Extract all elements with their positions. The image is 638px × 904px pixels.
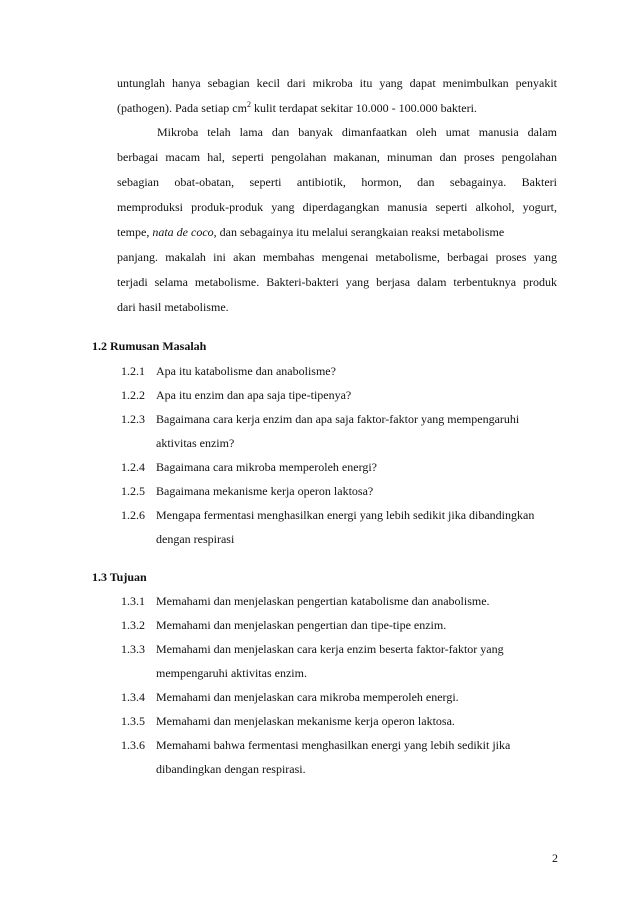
item-number: 1.3.6: [121, 738, 145, 752]
item-text: dibandingkan dengan respirasi.: [156, 762, 306, 776]
item-number: 1.2.1: [121, 364, 145, 378]
paragraph-text: , dan sebagainya itu melalui serangkaian reaksi metabolisme: [213, 225, 505, 239]
paragraph-text: tempe,: [117, 225, 153, 239]
list-item-continuation: [156, 761, 306, 777]
item-text: Memahami dan menjelaskan pengertian dan tipe-tipe enzim.: [156, 618, 447, 632]
item-number: 1.2.3: [121, 412, 145, 426]
item-number: 1.3.1: [121, 594, 145, 608]
item-text: Memahami bahwa fermentasi menghasilkan energi yang lebih sedikit jika: [156, 738, 511, 752]
page-number: 2: [552, 851, 558, 865]
paragraph-line: [117, 224, 504, 240]
paragraph-line: berbagai macam hal, seperti pengolahan makanan, minuman dan proses pengolahan: [117, 150, 557, 164]
paragraph-line: terjadi selama metabolisme. Bakteri-bakteri yang berjasa dalam terbentuknya produk: [117, 275, 557, 289]
paragraph-line: sebagian obat-obatan, seperti antibiotik, hormon, dan sebagainya. Bakteri: [117, 175, 557, 189]
item-number: 1.3.3: [121, 642, 145, 656]
section-heading: 1.3 Tujuan: [92, 570, 147, 584]
item-number: 1.2.6: [121, 508, 145, 522]
section-heading: 1.2 Rumusan Masalah: [92, 339, 207, 353]
item-text: aktivitas enzim?: [156, 436, 235, 450]
item-text: Bagaimana cara mikroba memperoleh energi?: [156, 460, 378, 474]
paragraph-line: panjang. makalah ini akan membahas mengenai metabolisme, berbagai proses yang: [117, 250, 557, 264]
item-text: Apa itu enzim dan apa saja tipe-tipenya?: [156, 388, 352, 402]
list-item-continuation: [156, 665, 307, 681]
list-item: [121, 387, 351, 403]
list-item: [121, 737, 510, 753]
list-item: [121, 689, 459, 705]
item-number: 1.3.2: [121, 618, 145, 632]
list-item: [121, 483, 373, 499]
item-text: Memahami dan menjelaskan cara mikroba memperoleh energi.: [156, 690, 459, 704]
item-text: Mengapa fermentasi menghasilkan energi yang lebih sedikit jika dibandingkan: [156, 508, 535, 522]
list-item: [121, 713, 455, 729]
list-item: [121, 411, 519, 427]
list-item-continuation: [156, 435, 234, 451]
paragraph-line: Mikroba telah lama dan banyak dimanfaatkan oleh umat manusia dalam: [157, 125, 557, 139]
item-text: mempengaruhi aktivitas enzim.: [156, 666, 307, 680]
list-item: [121, 363, 336, 379]
item-number: 1.2.4: [121, 460, 145, 474]
list-item: [121, 617, 446, 633]
paragraph-line: untunglah hanya sebagian kecil dari mikroba itu yang dapat menimbulkan penyakit: [117, 76, 557, 90]
item-number: 1.2.2: [121, 388, 145, 402]
item-text: Bagaimana mekanisme kerja operon laktosa?: [156, 484, 374, 498]
item-text: Bagaimana cara kerja enzim dan apa saja faktor-faktor yang mempengaruhi: [156, 412, 520, 426]
paragraph-line: [117, 100, 477, 116]
paragraph-line: memproduksi produk-produk yang diperdagangkan manusia seperti alkohol, yogurt,: [117, 200, 557, 214]
list-item: [121, 459, 377, 475]
paragraph-text: (pathogen). Pada setiap cm: [117, 101, 247, 115]
list-item: [121, 507, 534, 523]
italic-term: nata de coco: [152, 225, 214, 239]
list-item: [121, 593, 490, 609]
item-text: Memahami dan menjelaskan mekanisme kerja operon laktosa.: [156, 714, 455, 728]
item-number: 1.3.4: [121, 690, 145, 704]
item-number: 1.3.5: [121, 714, 145, 728]
item-number: 1.2.5: [121, 484, 145, 498]
item-text: dengan respirasi: [156, 532, 235, 546]
item-text: Apa itu katabolisme dan anabolisme?: [156, 364, 336, 378]
item-text: Memahami dan menjelaskan pengertian katabolisme dan anabolisme.: [156, 594, 490, 608]
paragraph-text: kulit terdapat sekitar 10.000 - 100.000 bakteri.: [250, 101, 477, 115]
paragraph-line: dari hasil metabolisme.: [117, 300, 229, 314]
item-text: Memahami dan menjelaskan cara kerja enzim beserta faktor-faktor yang: [156, 642, 504, 656]
list-item: [121, 641, 504, 657]
superscript: 2: [246, 100, 251, 109]
list-item-continuation: [156, 531, 234, 547]
